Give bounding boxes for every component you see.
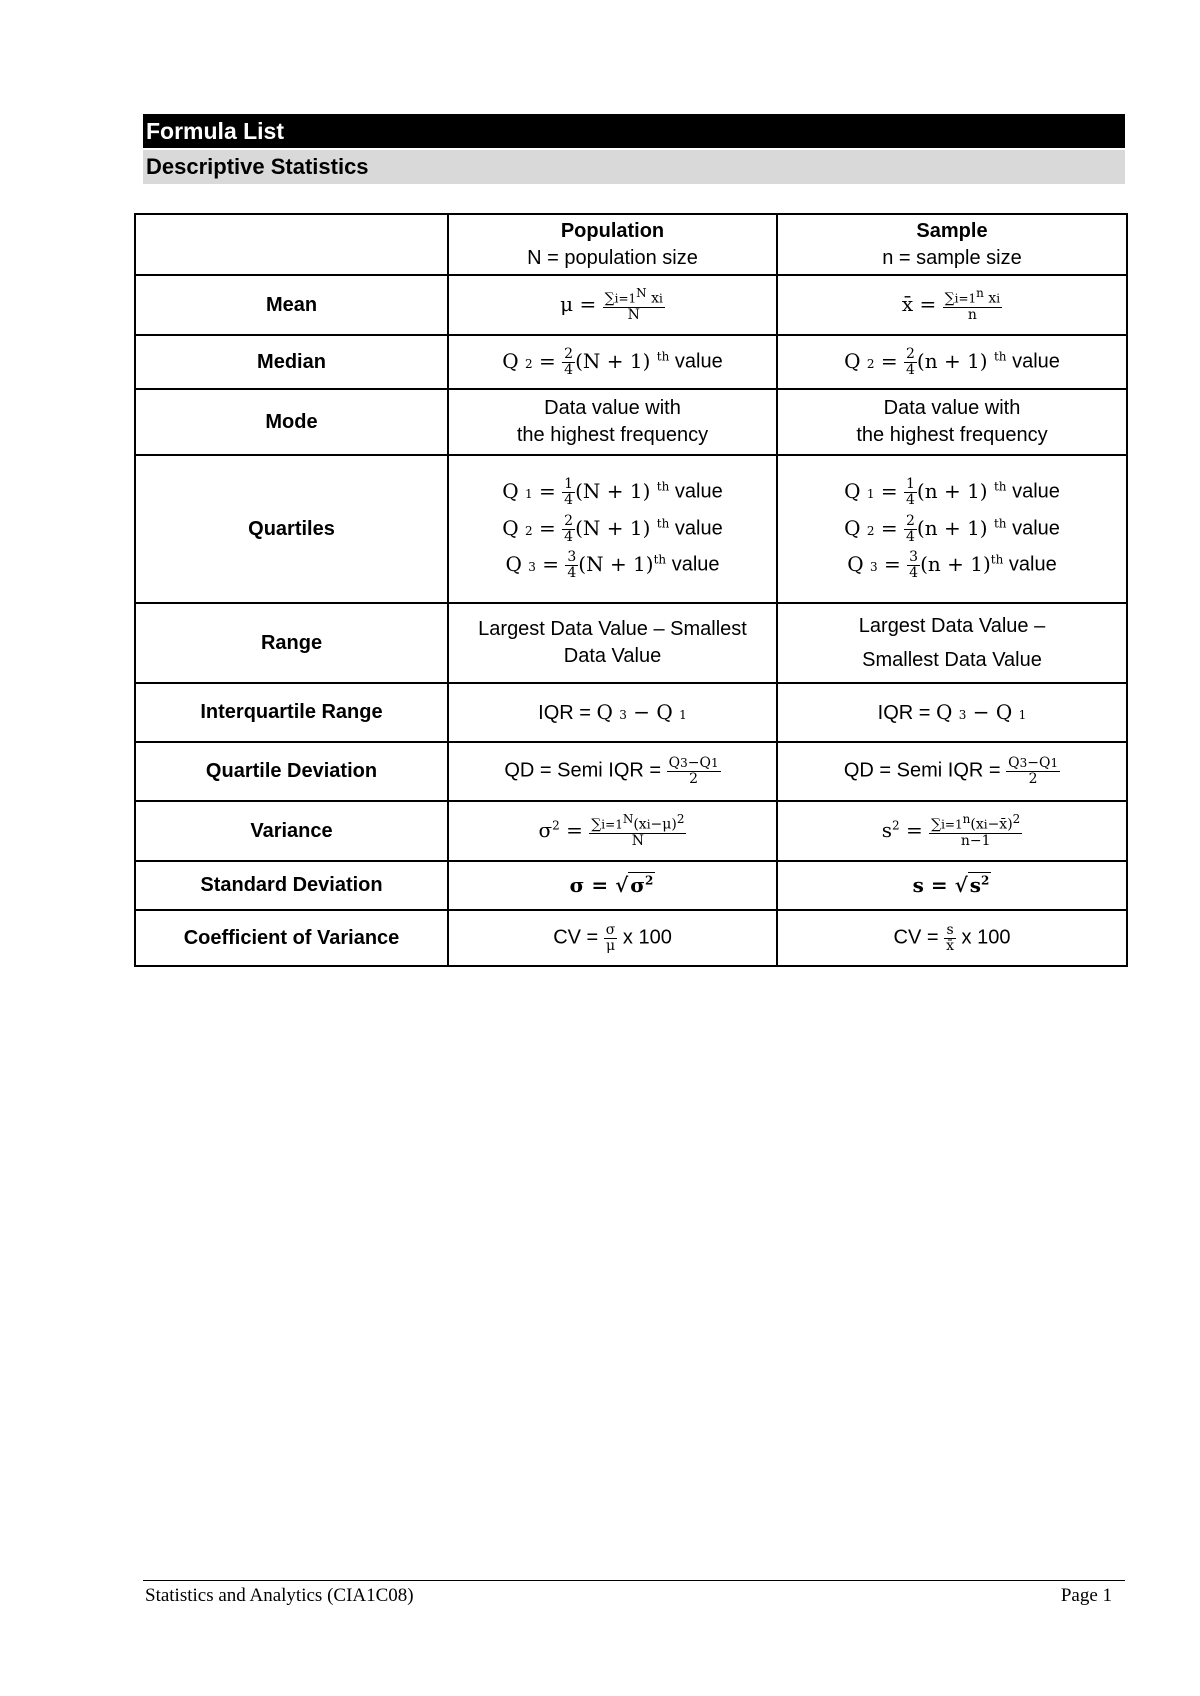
population-mode-line1: Data value with [544, 397, 681, 419]
sample-title: Sample [916, 219, 988, 242]
sample-range-line1: Largest Data Value – [858, 615, 1046, 637]
header-sample [777, 214, 1127, 275]
row-label-quartiles: Quartiles [135, 455, 448, 603]
formula-sample-variance: $s^2$ = $\frac{\sum i=1^n(xi-x̄)^2}{n-1}$ [777, 801, 1127, 861]
formula-sample-iqr: IQR = Q 3 − Q 1 [777, 683, 1127, 742]
row-label-mean: Mean [135, 275, 448, 335]
formula-population-iqr: IQR = Q 3 − Q 1 [448, 683, 777, 742]
section-title-descriptive-statistics: Descriptive Statistics [143, 150, 1125, 184]
header-empty-cell [135, 214, 448, 275]
sample-note: n = sample size [882, 246, 1022, 269]
sample-range-line2: Smallest Data Value [862, 649, 1042, 671]
formula-population-cv: CV = $\frac{\sigma}{\mu}$ x 100 [448, 910, 777, 966]
formula-population-sd: σ = √ $\sigma^2$ [448, 861, 777, 910]
table-row-quartiles [135, 455, 1127, 603]
formula-sample-median: Q 2 = $\frac{2}{4}$ (n + 1) $^{th}$ value [777, 335, 1127, 389]
table-row-coefficient-of-variance [135, 910, 1127, 966]
table-row-iqr [135, 683, 1127, 742]
population-range-line1: Largest Data Value – Smallest [478, 618, 747, 640]
row-label-quartile-deviation: Quartile Deviation [135, 742, 448, 801]
footer-page-number: Page 1 [1060, 1585, 1112, 1606]
formula-population-quartiles: Q 1 = $\frac{1}{4}$ (N + 1) $^{th}$ value Q 2 = $\frac{2}{4}$ (N + 1) $^{th}$ value Q 3 = $\frac{3}{4}$ $(N + 1)^{th}$ value [448, 455, 777, 603]
formula-population-mode [448, 389, 777, 455]
row-label-mode: Mode [135, 389, 448, 455]
formula-sample-qd: QD = Semi IQR = $\frac{Q3-Q1}{2}$ [777, 742, 1127, 801]
table-header-row [135, 214, 1127, 275]
row-label-iqr: Interquartile Range [135, 683, 448, 742]
population-note: N = population size [527, 246, 698, 269]
formula-table [134, 213, 1128, 967]
row-label-median: Median [135, 335, 448, 389]
formula-population-median: Q 2 = $\frac{2}{4}$ (N + 1) $^{th}$ value [448, 335, 777, 389]
population-mode-line2: the highest frequency [516, 424, 709, 446]
table-row-mean [135, 275, 1127, 335]
header-population [448, 214, 777, 275]
table-row-variance [135, 801, 1127, 861]
table-row-quartile-deviation [135, 742, 1127, 801]
row-label-coefficient-of-variance: Coefficient of Variance [135, 910, 448, 966]
row-label-standard-deviation: Standard Deviation [135, 861, 448, 910]
table-row-mode [135, 389, 1127, 455]
formula-sample-cv: CV = $\frac{s}{x̄}$ x 100 [777, 910, 1127, 966]
formula-sample-sd: s = √ $s^2$ [777, 861, 1127, 910]
formula-sample-range [777, 603, 1127, 683]
formula-sample-mode [777, 389, 1127, 455]
row-label-range: Range [135, 603, 448, 683]
sample-mode-line1: Data value with [883, 397, 1021, 419]
population-title: Population [560, 219, 665, 242]
formula-population-qd: QD = Semi IQR = $\frac{Q3-Q1}{2}$ [448, 742, 777, 801]
formula-population-range [448, 603, 777, 683]
formula-population-variance: $\sigma^2$ = $\frac{\sum i=1^N(xi-\mu)^2}{N}$ [448, 801, 777, 861]
table-row-standard-deviation [135, 861, 1127, 910]
footer-course-title: Statistics and Analytics (CIA1C08) [145, 1585, 414, 1606]
row-label-variance: Variance [135, 801, 448, 861]
formula-list-title: Formula List [143, 114, 1125, 148]
sample-mode-line2: the highest frequency [856, 424, 1048, 446]
table-row-median [135, 335, 1127, 389]
formula-population-mean: μ = $\frac{\sum i=1^N xi}{N}$ [448, 275, 777, 335]
formula-sample-quartiles: Q 1 = $\frac{1}{4}$ (n + 1) $^{th}$ value Q 2 = $\frac{2}{4}$ (n + 1) $^{th}$ value Q 3 = $\frac{3}{4}$ $(n + 1)^{th}$ value [777, 455, 1127, 603]
formula-sample-mean: x̄ = $\frac{\sum i=1^n xi}{n}$ [777, 275, 1127, 335]
population-range-line2: Data Value [563, 645, 662, 667]
footer-divider [143, 1580, 1125, 1581]
table-row-range [135, 603, 1127, 683]
